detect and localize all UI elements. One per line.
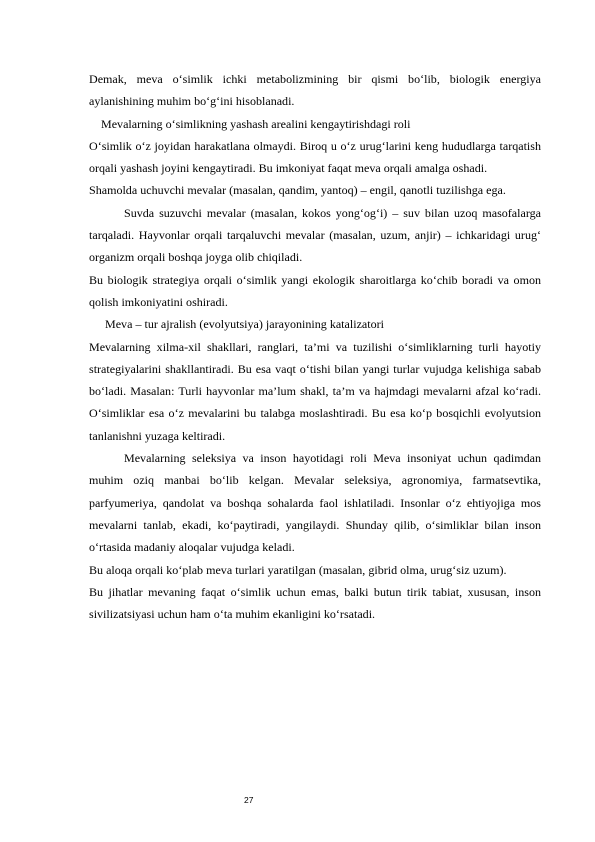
paragraph-conclusion: Bu jihatlar mevaning faqat o‘simlik uchun emas, balki butun tirik tabiat, xususan, inson sivilizatsiyasi uchun ham o‘ta muhim ekanligini ko‘rsatadi. bbox=[89, 584, 541, 622]
document-page bbox=[89, 68, 541, 625]
paragraph-selection-role: Mevalarning seleksiya va inson hayotidagi roli Meva insoniyat uchun qadimdan muhim oziq manbai bo‘lib kelgan. Mevalar seleksiya, agronomiya, farmatsevtika, parfyumeriya, qandolat va boshqa sohalarda faol ishlatiladi. Insonlar o‘z ehtiyojiga mos mevalarni tanlab, ekadi, ko‘paytiradi, yangilaydi. Shunday qilib, o‘simliklar bilan inson o‘rtasida madaniy aloqalar vujudga keladi. bbox=[89, 451, 541, 555]
paragraph-biological-strategy: Bu biologik strategiya orqali o‘simlik yangi ekologik sharoitlarga ko‘chib boradi va omon qolish imkoniyatini oshiradi. bbox=[89, 272, 541, 309]
paragraph-fruit-diversity: Mevalarning xilma-xil shakllari, ranglari, ta’mi va tuzilishi o‘simliklarning turli hayotiy strategiyalarini shakllantiradi. Bu esa vaqt o‘tishi bilan yangi turlar vujudga kelishiga sabab bo‘ladi. Masalan: Turli hayvonlar ma’lum shakl, ta’m va hajmdagi mevalarni afzal ko‘radi. O‘simliklar esa o‘z mevalarini bu talabga moslashtiradi. Bu esa ko‘p bosqichli evolyutsion tanlanishni yuzaga keltiradi. bbox=[89, 339, 541, 443]
paragraph-metabolism: Demak, meva o‘simlik ichki metabolizmining bir qismi bo‘lib, biologik energiya aylanishining muhim bo‘g‘ini hisoblanadi. bbox=[89, 72, 541, 109]
paragraph-wind-fruits: Shamolda uchuvchi mevalar (masalan, qandim, yantoq) – engil, qanotli tuzilishga ega. bbox=[89, 183, 506, 198]
section-heading-habitat: Mevalarning o‘simlikning yashash arealini kengaytirishdagi roli bbox=[101, 116, 411, 131]
page-number bbox=[0, 795, 595, 805]
page-number-text: 27 bbox=[244, 795, 254, 805]
paragraph-water-animal-fruits: Suvda suzuvchi mevalar (masalan, kokos yong‘og‘i) – suv bilan uzoq masofalarga tarqaladi. Hayvonlar orqali tarqaluvchi mevalar (masalan, uzum, anjir) – ichkaridagi urug‘ organizm orqali boshqa joyga olib chiqiladi. bbox=[89, 205, 541, 265]
paragraph-hybrid-varieties: Bu aloqa orqali ko‘plab meva turlari yaratilgan (masalan, gibrid olma, urug‘siz uzum). bbox=[89, 562, 507, 577]
paragraph-seed-dispersal: O‘simlik o‘z joyidan harakatlana olmaydi. Biroq u o‘z urug‘larini keng hududlarga tarqatish orqali yashash joyini kengaytiradi. Bu imkoniyat faqat meva orqali amalga oshadi. bbox=[89, 138, 541, 176]
section-heading-evolution: Meva – tur ajralish (evolyutsiya) jarayonining katalizatori bbox=[105, 317, 384, 332]
